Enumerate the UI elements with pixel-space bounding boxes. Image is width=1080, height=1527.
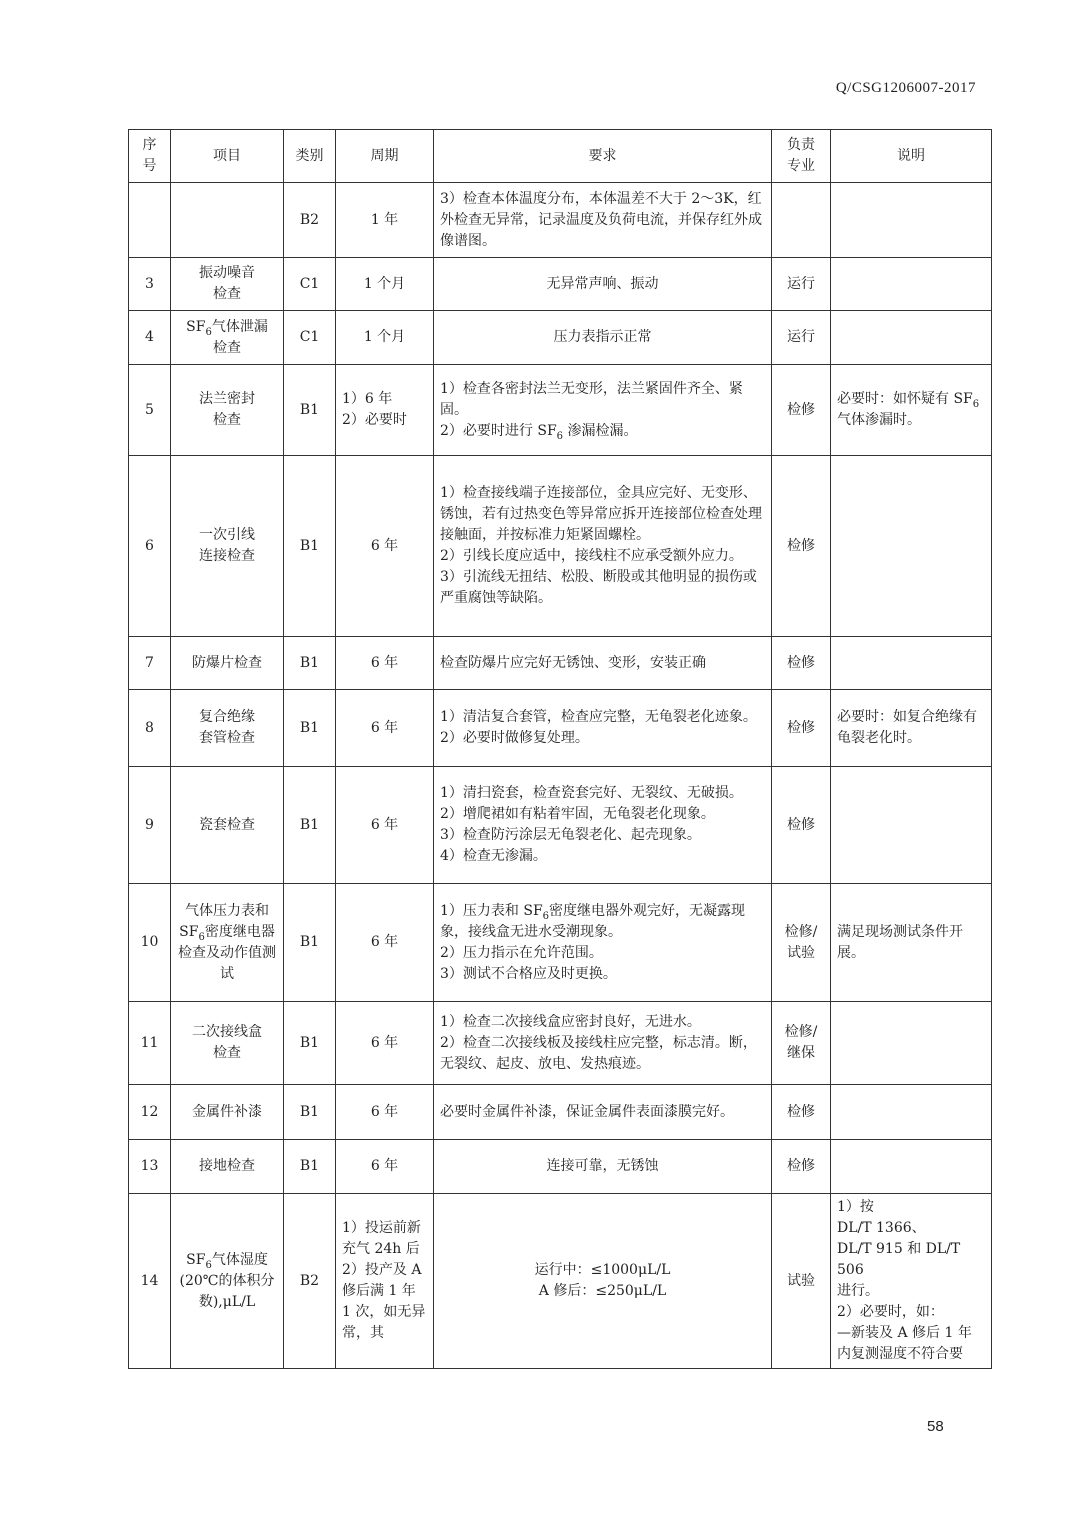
cell-seq: 7: [129, 637, 171, 690]
cell-requirement: 1）检查各密封法兰无变形，法兰紧固件齐全、紧固。 2）必要时进行 $SF_6$ 渗漏检漏。: [434, 365, 772, 456]
cell-requirement: 1）检查二次接线盒应密封良好，无进水。 2）检查二次接线板及接线柱应完整，标志清。断，无裂纹、起皮、放电、发热痕迹。: [434, 1002, 772, 1085]
cell-category: B2: [284, 183, 336, 258]
cell-item: 防爆片检查: [171, 637, 284, 690]
cell-seq: 13: [129, 1140, 171, 1194]
header-note: 说明: [831, 130, 992, 183]
cell-responsible: 检修: [772, 365, 831, 456]
cell-period: 1 个月: [336, 311, 434, 365]
cell-requirement: 压力表指示正常: [434, 311, 772, 365]
table-row: [129, 258, 992, 311]
cell-seq: 5: [129, 365, 171, 456]
cell-note: [831, 637, 992, 690]
cell-requirement: 1）压力表和 $SF_6$密度继电器外观完好，无凝露现象，接线盒无进水受潮现象。 2）压力指示在允许范围。 3）测试不合格应及时更换。: [434, 884, 772, 1002]
cell-period: 1）6 年 2）必要时: [336, 365, 434, 456]
cell-category: B1: [284, 1140, 336, 1194]
cell-item: [171, 183, 284, 258]
cell-period: 6 年: [336, 690, 434, 767]
table-row: [129, 1085, 992, 1140]
cell-category: B1: [284, 767, 336, 884]
table-row: [129, 767, 992, 884]
cell-period: 6 年: [336, 1085, 434, 1140]
cell-item: 瓷套检查: [171, 767, 284, 884]
cell-responsible: 运行: [772, 311, 831, 365]
cell-seq: [129, 183, 171, 258]
cell-requirement: 1）检查接线端子连接部位，金具应完好、无变形、锈蚀，若有过热变色等异常应拆开连接部位检查处理接触面，并按标准力矩紧固螺栓。 2）引线长度应适中，接线柱不应承受额外应力。 3）引流线无扭结、松股、断股或其他明显的损伤或严重腐蚀等缺陷。: [434, 456, 772, 637]
cell-category: C1: [284, 258, 336, 311]
cell-note: 必要时：如复合绝缘有龟裂老化时。: [831, 690, 992, 767]
document-code: Q/CSG1206007-2017: [835, 80, 976, 96]
cell-seq: 14: [129, 1194, 171, 1369]
cell-item: 金属件补漆: [171, 1085, 284, 1140]
cell-item: 气体压力表和 $SF_6$密度继电器检查及动作值测试: [171, 884, 284, 1002]
cell-seq: 3: [129, 258, 171, 311]
cell-period: 1 年: [336, 183, 434, 258]
cell-category: C1: [284, 311, 336, 365]
cell-responsible: 检修: [772, 767, 831, 884]
cell-note: [831, 311, 992, 365]
cell-note: 1）按 DL/T 1366、 DL/T 915 和 DL/T 506 进行。 2）必要时，如： —新装及 A 修后 1 年内复测湿度不符合要: [831, 1194, 992, 1369]
header-item: 项目: [171, 130, 284, 183]
cell-note: 满足现场测试条件开展。: [831, 884, 992, 1002]
cell-category: B1: [284, 884, 336, 1002]
cell-period: 6 年: [336, 1002, 434, 1085]
cell-requirement: 运行中：≤1000μL/L A 修后：≤250μL/L: [434, 1194, 772, 1369]
cell-category: B1: [284, 365, 336, 456]
cell-item: $SF_6$气体泄漏 检查: [171, 311, 284, 365]
table-row: [129, 365, 992, 456]
cell-responsible: 试验: [772, 1194, 831, 1369]
header-period: 周期: [336, 130, 434, 183]
cell-seq: 4: [129, 311, 171, 365]
table-header-row: [129, 130, 992, 183]
cell-seq: 10: [129, 884, 171, 1002]
cell-seq: 9: [129, 767, 171, 884]
cell-period: 6 年: [336, 637, 434, 690]
cell-responsible: 运行: [772, 258, 831, 311]
cell-seq: 11: [129, 1002, 171, 1085]
cell-seq: 6: [129, 456, 171, 637]
cell-period: 6 年: [336, 767, 434, 884]
header-seq: 序 号: [129, 130, 171, 183]
cell-period: 1）投运前新充气 24h 后 2）投产及 A 修后满 1 年 1 次，如无异常，其: [336, 1194, 434, 1369]
maintenance-table: [128, 129, 992, 1369]
cell-responsible: 检修/ 试验: [772, 884, 831, 1002]
header-category: 类别: [284, 130, 336, 183]
cell-requirement: 检查防爆片应完好无锈蚀、变形，安装正确: [434, 637, 772, 690]
cell-category: B1: [284, 637, 336, 690]
header-responsible: 负责 专业: [772, 130, 831, 183]
table-row: [129, 1002, 992, 1085]
cell-requirement: 1）清扫瓷套，检查瓷套完好、无裂纹、无破损。 2）增爬裙如有粘着牢固，无龟裂老化现象。 3）检查防污涂层无龟裂老化、起壳现象。 4）检查无渗漏。: [434, 767, 772, 884]
cell-responsible: 检修: [772, 637, 831, 690]
cell-note: 必要时：如怀疑有 $SF_6$ 气体渗漏时。: [831, 365, 992, 456]
cell-period: 6 年: [336, 884, 434, 1002]
cell-item: 一次引线 连接检查: [171, 456, 284, 637]
cell-note: [831, 183, 992, 258]
cell-requirement: 连接可靠，无锈蚀: [434, 1140, 772, 1194]
cell-item: 振动噪音 检查: [171, 258, 284, 311]
table-row: [129, 884, 992, 1002]
cell-seq: 12: [129, 1085, 171, 1140]
cell-item: 复合绝缘 套管检查: [171, 690, 284, 767]
cell-requirement: 无异常声响、振动: [434, 258, 772, 311]
cell-note: [831, 1085, 992, 1140]
cell-note: [831, 258, 992, 311]
cell-category: B1: [284, 1085, 336, 1140]
table-row: [129, 456, 992, 637]
page-number: 58: [927, 1418, 944, 1435]
cell-category: B1: [284, 690, 336, 767]
cell-responsible: 检修: [772, 1140, 831, 1194]
cell-responsible: 检修: [772, 456, 831, 637]
header-requirement: 要求: [434, 130, 772, 183]
cell-responsible: 检修: [772, 690, 831, 767]
cell-category: B1: [284, 1002, 336, 1085]
cell-category: B1: [284, 456, 336, 637]
cell-period: 1 个月: [336, 258, 434, 311]
table-row: [129, 1194, 992, 1369]
cell-note: [831, 456, 992, 637]
table-row: [129, 637, 992, 690]
cell-requirement: 1）清洁复合套管，检查应完整，无龟裂老化迹象。 2）必要时做修复处理。: [434, 690, 772, 767]
cell-item: 二次接线盒 检查: [171, 1002, 284, 1085]
table-row: [129, 183, 992, 258]
cell-note: [831, 1140, 992, 1194]
cell-responsible: 检修: [772, 1085, 831, 1140]
table-row: [129, 311, 992, 365]
cell-responsible: [772, 183, 831, 258]
table-row: [129, 690, 992, 767]
cell-requirement: 必要时金属件补漆，保证金属件表面漆膜完好。: [434, 1085, 772, 1140]
cell-period: 6 年: [336, 1140, 434, 1194]
cell-period: 6 年: [336, 456, 434, 637]
cell-item: $SF_6$气体湿度(20℃的体积分数),μL/L: [171, 1194, 284, 1369]
cell-seq: 8: [129, 690, 171, 767]
cell-note: [831, 767, 992, 884]
cell-category: B2: [284, 1194, 336, 1369]
cell-requirement: 3）检查本体温度分布，本体温差不大于 2～3K，红外检查无异常，记录温度及负荷电流，并保存红外成像谱图。: [434, 183, 772, 258]
cell-note: [831, 1002, 992, 1085]
cell-responsible: 检修/ 继保: [772, 1002, 831, 1085]
table-row: [129, 1140, 992, 1194]
cell-item: 法兰密封 检查: [171, 365, 284, 456]
cell-item: 接地检查: [171, 1140, 284, 1194]
